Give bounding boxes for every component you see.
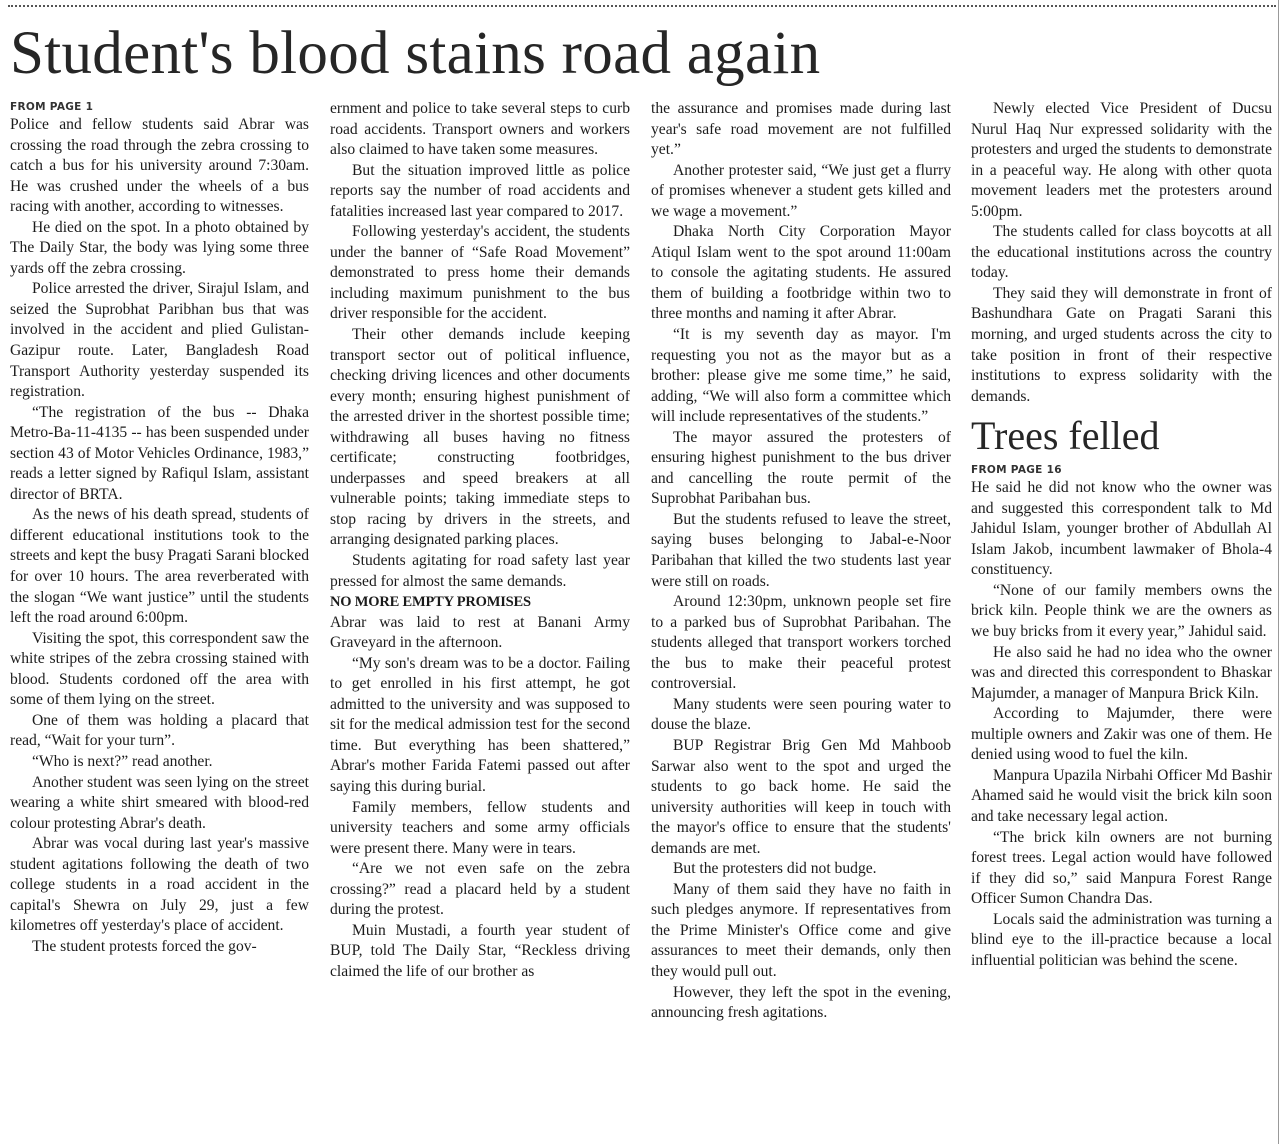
paragraph: “It is my seventh day as mayor. I'm requesting you not as the mayor but as a brother: please give me some time,” he said, adding, “We will also form a committee which will include representatives of the students.” (651, 326, 951, 426)
paragraph: But the students refused to leave the street, saying buses belonging to Jabal-e-Noor Paribahan that killed the two students last year were still on roads. (651, 510, 951, 590)
paragraph: Newly elected Vice President of Ducsu Nurul Haq Nur expressed solidarity with the protesters and urged the students to demonstrate in a peaceful way. He along with other quota movement leaders met the protesters around 5:00pm. (971, 100, 1272, 220)
paragraph: According to Majumder, there were multiple owners and Zakir was one of them. He denied using wood to fuel the kiln. (971, 705, 1272, 764)
paragraph: The mayor assured the protesters of ensuring highest punishment to the bus driver and cancelling the route permit of the Suprobhat Paribahan bus. (651, 428, 951, 508)
paragraph: The student protests forced the gov- (32, 937, 257, 955)
paragraph: The students called for class boycotts at all the educational institutions across the country today. (971, 223, 1272, 282)
paragraph: “Are we not even safe on the zebra crossing?” read a placard held by a student during the protest. (330, 860, 630, 919)
article-column-3 (651, 99, 951, 1144)
paragraph: Many of them said they have no faith in such pledges anymore. If representatives from the Prime Minister's Office come and give assurances to meet their demands, only then they would pull out. (651, 880, 951, 980)
paragraph: Police arrested the driver, Sirajul Islam, and seized the Suprobhat Paribhan bus that was involved in the accident and plied Gulistan-Gazipur route. Later, Bangladesh Road Transport Authority yesterday suspended its registration. (10, 280, 309, 401)
paragraph: Dhaka North City Corporation Mayor Atiqul Islam went to the spot around 11:00am to console the agitating students. He assured them of building a footbridge within two to three months and naming it after Abrar. (651, 223, 951, 323)
paragraph: BUP Registrar Brig Gen Md Mahboob Sarwar also went to the spot and urged the students to go back home. He said the university authorities will keep in touch with the mayor's office to ensure that the students' demands are met. (651, 736, 951, 857)
top-dotted-rule (8, 5, 1276, 7)
subheading: NO MORE EMPTY PROMISES (330, 594, 531, 611)
from-page-kicker: FROM PAGE 16 (971, 464, 1062, 477)
paragraph: But the protesters did not budge. (673, 860, 877, 878)
paragraph: Following yesterday's accident, the students under the banner of “Safe Road Movement” demonstrated to press home their demands including maximum punishment to the bus driver responsible for the accident. (330, 223, 630, 323)
paragraph: Their other demands include keeping transport sector out of political influence, checking driving licences and other documents every month; ensuring highest punishment of the arrested driver in the shortest possible time; withdrawing all buses having no fitness certificate; constructing footbridges, underpasses and speed breakers at all vulnerable points; taking immediate steps to stop racing by drivers in the streets, and arranging designated parking places. (330, 326, 630, 549)
article-column-4 (971, 99, 1272, 1144)
paragraph: Muin Mustadi, a fourth year student of BUP, told The Daily Star, “Reckless driving claimed the life of our brother as (330, 921, 630, 980)
paragraph: Family members, fellow students and university teachers and some army officials were present there. Many were in tears. (330, 798, 630, 857)
paragraph: Students agitating for road safety last year pressed for almost the same demands. (330, 552, 630, 590)
paragraph: “Who is next?” read another. (32, 752, 213, 770)
paragraph: “The brick kiln owners are not burning forest trees. Legal action would have followed if they did so,” said Manpura Forest Range Officer Sumon Chandra Das. (971, 828, 1272, 908)
paragraph: Around 12:30pm, unknown people set fire to a parked bus of Suprobhat Paribahan. The students alleged that transport workers torched the bus to make their peaceful protest controversial. (651, 593, 951, 693)
right-edge-rule (1278, 0, 1279, 1144)
paragraph: He also said he had no idea who the owner was and directed this correspondent to Bhaskar Majumder, a manager of Manpura Brick Kiln. (971, 643, 1272, 702)
paragraph: Manpura Upazila Nirbahi Officer Md Bashir Ahamed said he would visit the brick kiln soon and take necessary legal action. (971, 766, 1272, 825)
paragraph: Police and fellow students said Abrar was crossing the road through the zebra crossing to catch a bus for his university around 7:30am. He was crushed under the wheels of a bus racing with another, according to witnesses. (10, 116, 309, 216)
paragraph: Abrar was laid to rest at Banani Army Graveyard in the afternoon. (330, 613, 630, 652)
paragraph: ernment and police to take several steps to curb road accidents. Transport owners and workers also claimed to have taken some measures. (330, 100, 630, 159)
article-column-1 (10, 99, 309, 1144)
from-page-kicker: FROM PAGE 1 (10, 101, 94, 113)
paragraph: Locals said the administration was turning a blind eye to the ill-practice because a local influential politician was behind the scene. (971, 910, 1272, 969)
paragraph: Many students were seen pouring water to douse the blaze. (651, 695, 951, 734)
paragraph: One of them was holding a placard that read, “Wait for your turn”. (10, 711, 309, 750)
paragraph: As the news of his death spread, students of different educational institutions took to the streets and kept the busy Pragati Sarani blocked for over 10 hours. The area reverberated with the slogan “We want justice” until the students left the road around 6:00pm. (10, 506, 309, 627)
paragraph: Visiting the spot, this correspondent saw the white stripes of the zebra crossing stained with blood. Students cordoned off the area with some of them lying on the street. (10, 629, 309, 709)
article-column-2 (330, 99, 630, 1144)
paragraph: He said he did not know who the owner was and suggested this correspondent talk to Md Jahidul Islam, younger brother of Abdullah Al Islam Jakob, incumbent lawmaker of Bhola-4 constituency. (971, 479, 1272, 579)
main-headline: Student's blood stains road again (10, 20, 821, 87)
paragraph: “My son's dream was to be a doctor. Failing to get enrolled in his first attempt, he got admitted to the university and was supposed to sit for the medical admission test for the second time. But everything has been shattered,” Abrar's mother Farida Fatemi passed out after saying this during burial. (330, 654, 630, 795)
paragraph: They said they will demonstrate in front of Bashundhara Gate on Pragati Sarani this morning, and urged students across the city to take position in front of their respective institutions to express solidarity with the demands. (971, 284, 1272, 405)
second-headline: Trees felled (971, 413, 1160, 459)
paragraph: He died on the spot. In a photo obtained by The Daily Star, the body was lying some three yards off the zebra crossing. (10, 218, 309, 277)
paragraph: Abrar was vocal during last year's massive student agitations following the death of two college students in a road accident in the capital's Shewra on July 29, just a few kilometres off yesterday's place of accident. (10, 835, 309, 935)
paragraph: However, they left the spot in the evening, announcing fresh agitations. (651, 983, 951, 1022)
paragraph: Another student was seen lying on the street wearing a white shirt smeared with blood-red colour protesting Abrar's death. (10, 773, 309, 832)
paragraph: Another protester said, “We just get a flurry of promises whenever a student gets killed and we wage a movement.” (651, 161, 951, 220)
paragraph: the assurance and promises made during last year's safe road movement are not fulfilled yet.” (651, 100, 951, 159)
paragraph: But the situation improved little as police reports say the number of road accidents and fatalities increased last year compared to 2017. (330, 161, 630, 220)
paragraph: “The registration of the bus -- Dhaka Metro-Ba-11-4135 -- has been suspended under section 43 of Motor Vehicles Ordinance, 1983,” reads a letter signed by Rafiqul Islam, assistant director of BRTA. (10, 403, 309, 503)
paragraph: “None of our family members owns the brick kiln. People think we are the owners as we buy bricks from it every year,” Jahidul said. (971, 581, 1272, 641)
